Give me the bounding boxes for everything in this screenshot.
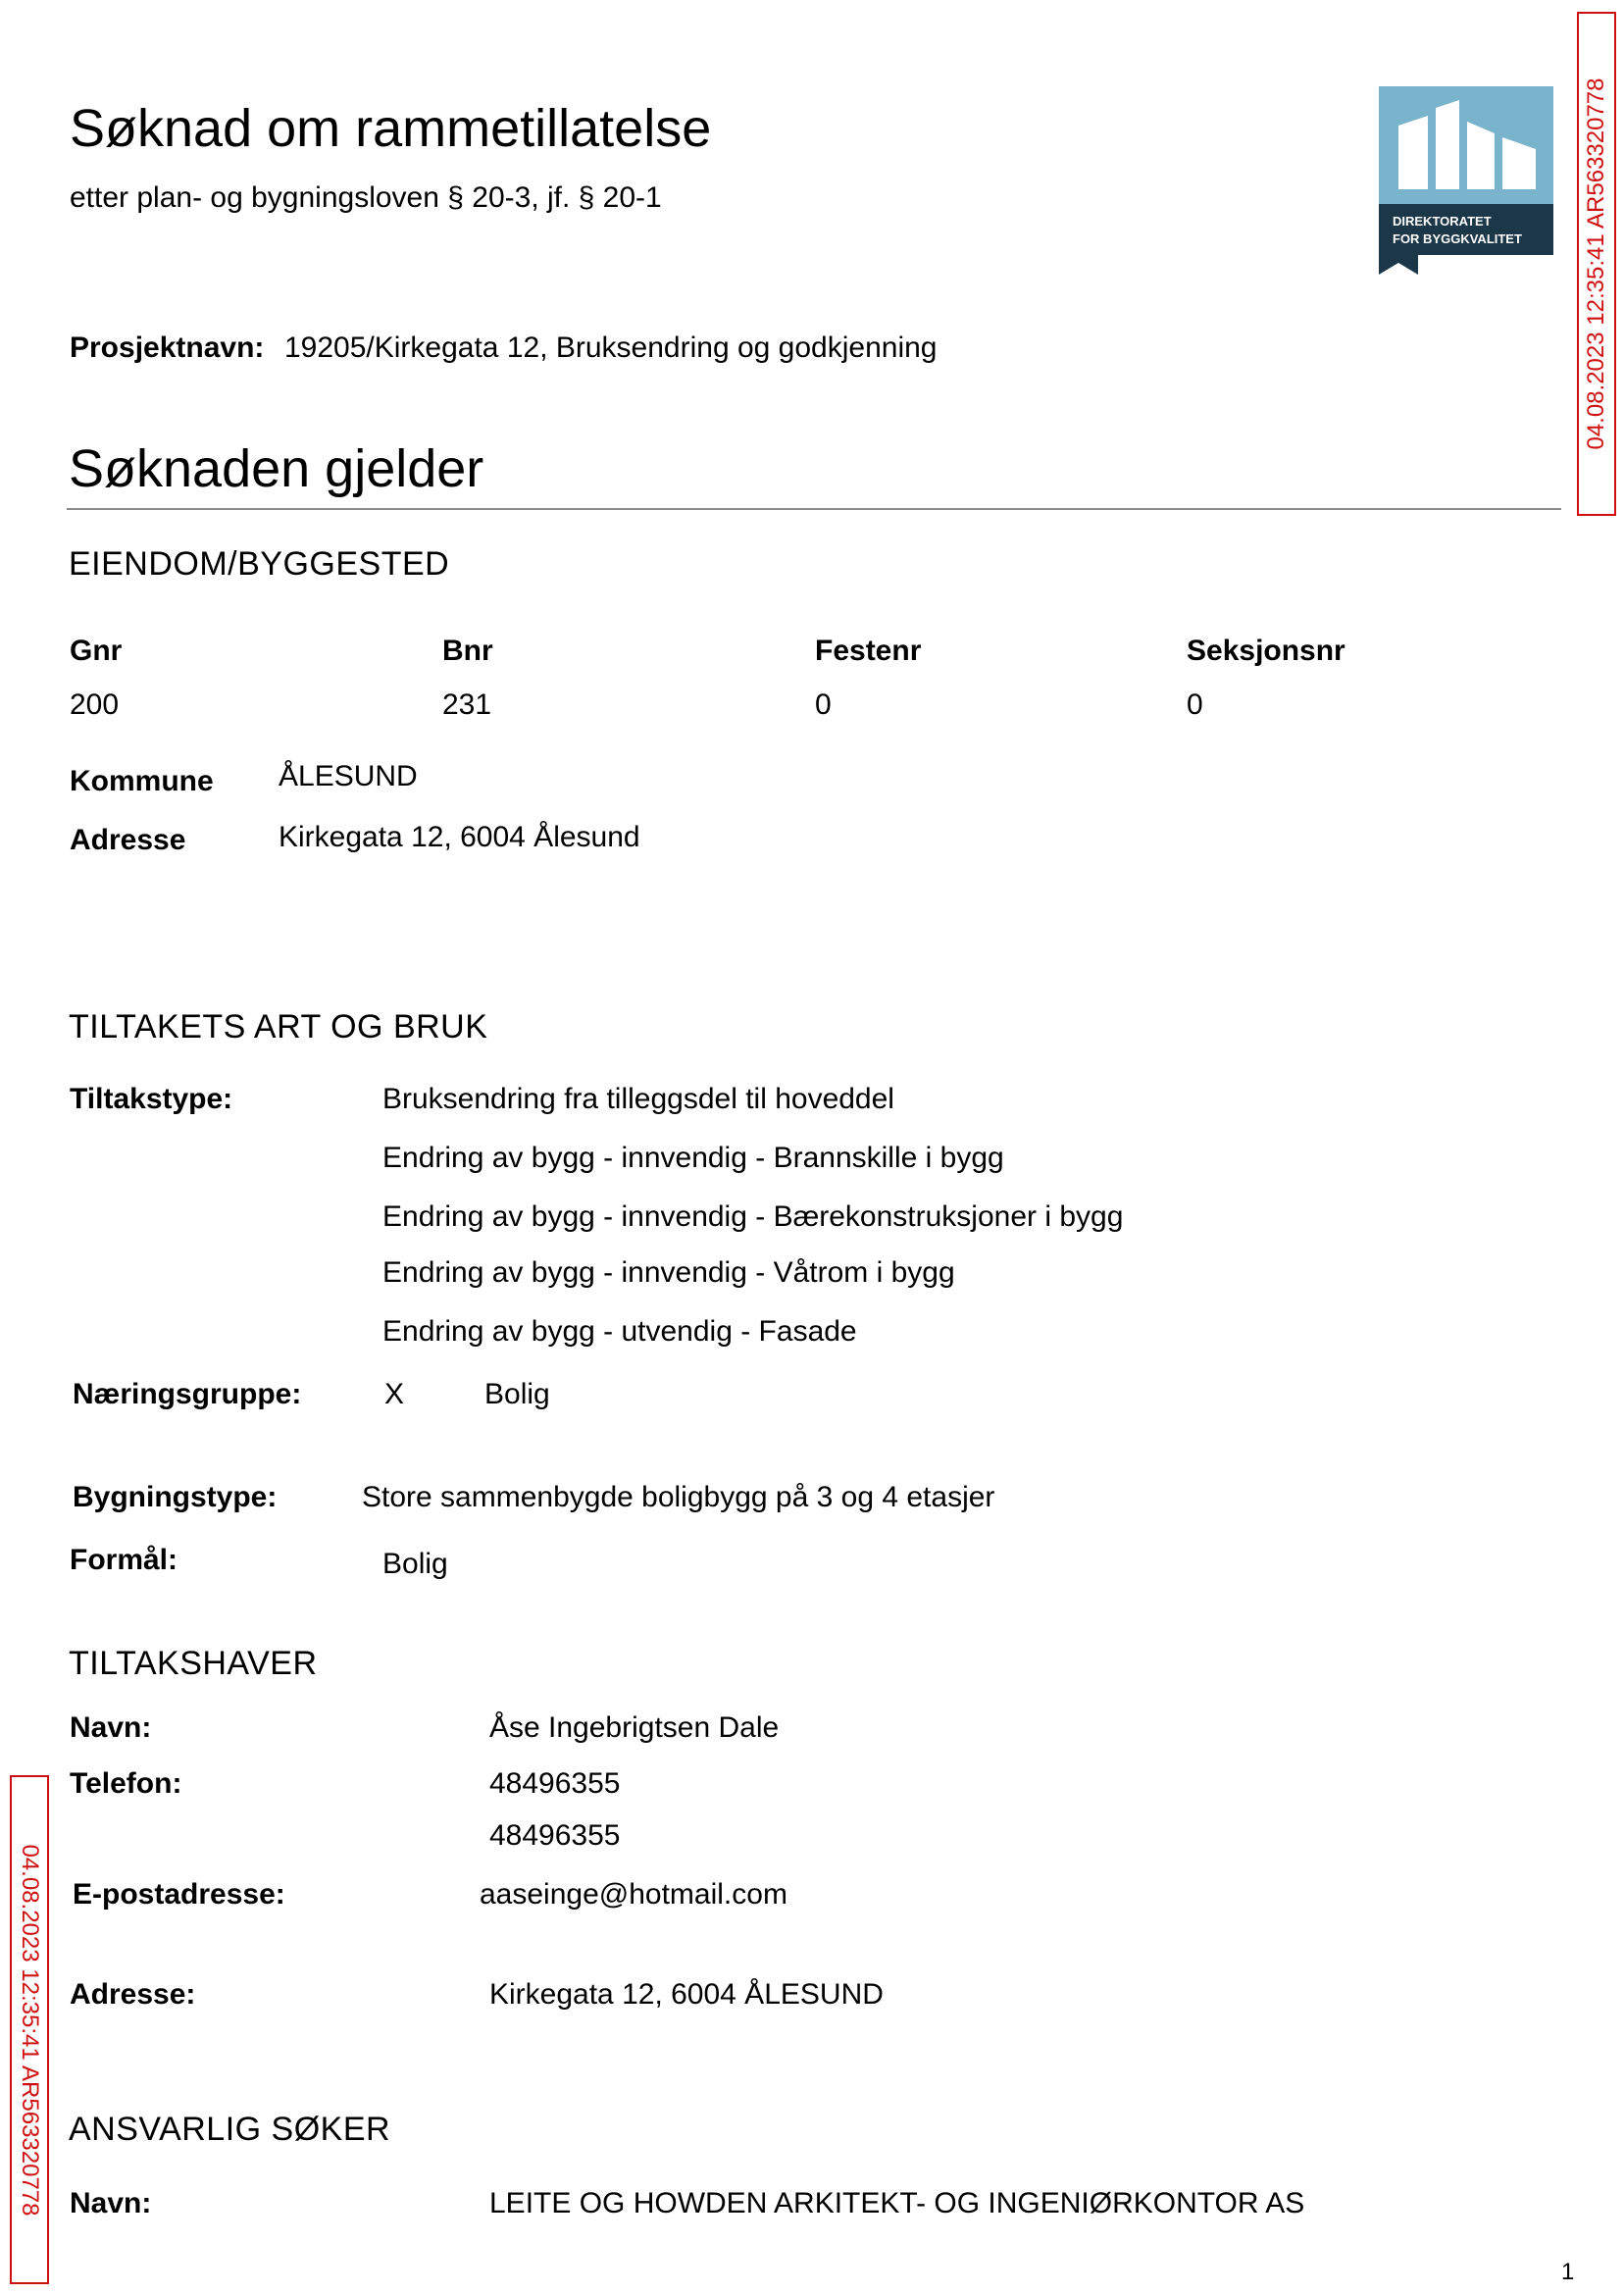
tiltakshaver-adresse-label: Adresse: bbox=[70, 1978, 196, 2011]
tiltakstype-item: Endring av bygg - innvendig - Bærekonstruksjoner i bygg bbox=[382, 1200, 1124, 1233]
stamp-text: 04.08.2023 12:35:41 AR563320778 bbox=[17, 1843, 43, 2217]
tiltakshaver-epost-label: E-postadresse: bbox=[73, 1878, 285, 1911]
seksjonsnr-value: 0 bbox=[1187, 688, 1203, 721]
logo-line-2: FOR BYGGKVALITET bbox=[1393, 231, 1522, 246]
project-label: Prosjektnavn: bbox=[70, 331, 265, 364]
bygningstype-value: Store sammenbygde boligbygg på 3 og 4 etasjer bbox=[362, 1481, 995, 1513]
project-value: 19205/Kirkegata 12, Bruksendring og godkjenning bbox=[284, 331, 938, 364]
heading-tiltakets-art: TILTAKETS ART OG BRUK bbox=[69, 1008, 488, 1045]
document-subtitle: etter plan- og bygningsloven § 20-3, jf. § 20-1 bbox=[70, 181, 662, 214]
section-title-soknaden-gjelder: Søknaden gjelder bbox=[69, 439, 484, 498]
page-number: 1 bbox=[1561, 2259, 1575, 2285]
adresse-label: Adresse bbox=[70, 824, 186, 856]
festenr-label: Festenr bbox=[815, 635, 922, 667]
ansvarlig-soker-navn-value: LEITE OG HOWDEN ARKITEKT- OG INGENIØRKONTOR AS bbox=[489, 2187, 1305, 2219]
received-stamp-top bbox=[1577, 12, 1616, 516]
tiltakshaver-telefon-value: 48496355 bbox=[489, 1767, 621, 1800]
heading-tiltakshaver: TILTAKSHAVER bbox=[69, 1645, 318, 1682]
gnr-value: 200 bbox=[70, 688, 120, 721]
bnr-label: Bnr bbox=[442, 635, 493, 667]
seksjonsnr-label: Seksjonsnr bbox=[1187, 635, 1345, 667]
tiltakshaver-navn-label: Navn: bbox=[70, 1711, 152, 1744]
tiltakstype-item: Bruksendring fra tilleggsdel til hoveddel bbox=[382, 1083, 894, 1115]
festenr-value: 0 bbox=[815, 688, 832, 721]
tiltakstype-label: Tiltakstype: bbox=[70, 1083, 233, 1115]
tiltakshaver-telefon-label: Telefon: bbox=[70, 1767, 182, 1800]
bnr-value: 231 bbox=[442, 688, 492, 721]
kommune-value: ÅLESUND bbox=[279, 760, 418, 792]
stamp-text: 04.08.2023 12:35:41 AR563320778 bbox=[1583, 77, 1609, 450]
tiltakstype-item: Endring av bygg - innvendig - Brannskille i bygg bbox=[382, 1142, 1004, 1174]
formal-label: Formål: bbox=[70, 1544, 178, 1576]
ansvarlig-soker-navn-label: Navn: bbox=[70, 2187, 152, 2219]
tiltakshaver-epost-value: aaseinge@hotmail.com bbox=[480, 1878, 787, 1911]
logo-line-1: DIREKTORATET bbox=[1393, 214, 1492, 229]
adresse-value: Kirkegata 12, 6004 Ålesund bbox=[279, 821, 640, 853]
section-divider bbox=[67, 508, 1561, 510]
formal-value: Bolig bbox=[382, 1548, 448, 1580]
dibk-logo bbox=[1379, 86, 1553, 275]
tiltakshaver-adresse-value: Kirkegata 12, 6004 ÅLESUND bbox=[489, 1978, 884, 2011]
received-stamp-left bbox=[10, 1775, 49, 2284]
kommune-label: Kommune bbox=[70, 765, 214, 797]
heading-eiendom: EIENDOM/BYGGESTED bbox=[69, 545, 450, 583]
tiltakshaver-telefon-value: 48496355 bbox=[489, 1819, 621, 1852]
tiltakshaver-navn-value: Åse Ingebrigtsen Dale bbox=[489, 1711, 780, 1744]
document-title: Søknad om rammetillatelse bbox=[70, 99, 712, 158]
tiltakstype-item: Endring av bygg - utvendig - Fasade bbox=[382, 1315, 857, 1348]
heading-ansvarlig-soker: ANSVARLIG SØKER bbox=[69, 2111, 391, 2148]
naeringsgruppe-label: Næringsgruppe: bbox=[73, 1378, 302, 1410]
gnr-label: Gnr bbox=[70, 635, 123, 667]
tiltakstype-item: Endring av bygg - innvendig - Våtrom i bygg bbox=[382, 1256, 955, 1289]
bygningstype-label: Bygningstype: bbox=[73, 1481, 278, 1513]
naeringsgruppe-mark: X bbox=[384, 1378, 405, 1410]
naeringsgruppe-value: Bolig bbox=[484, 1378, 550, 1410]
